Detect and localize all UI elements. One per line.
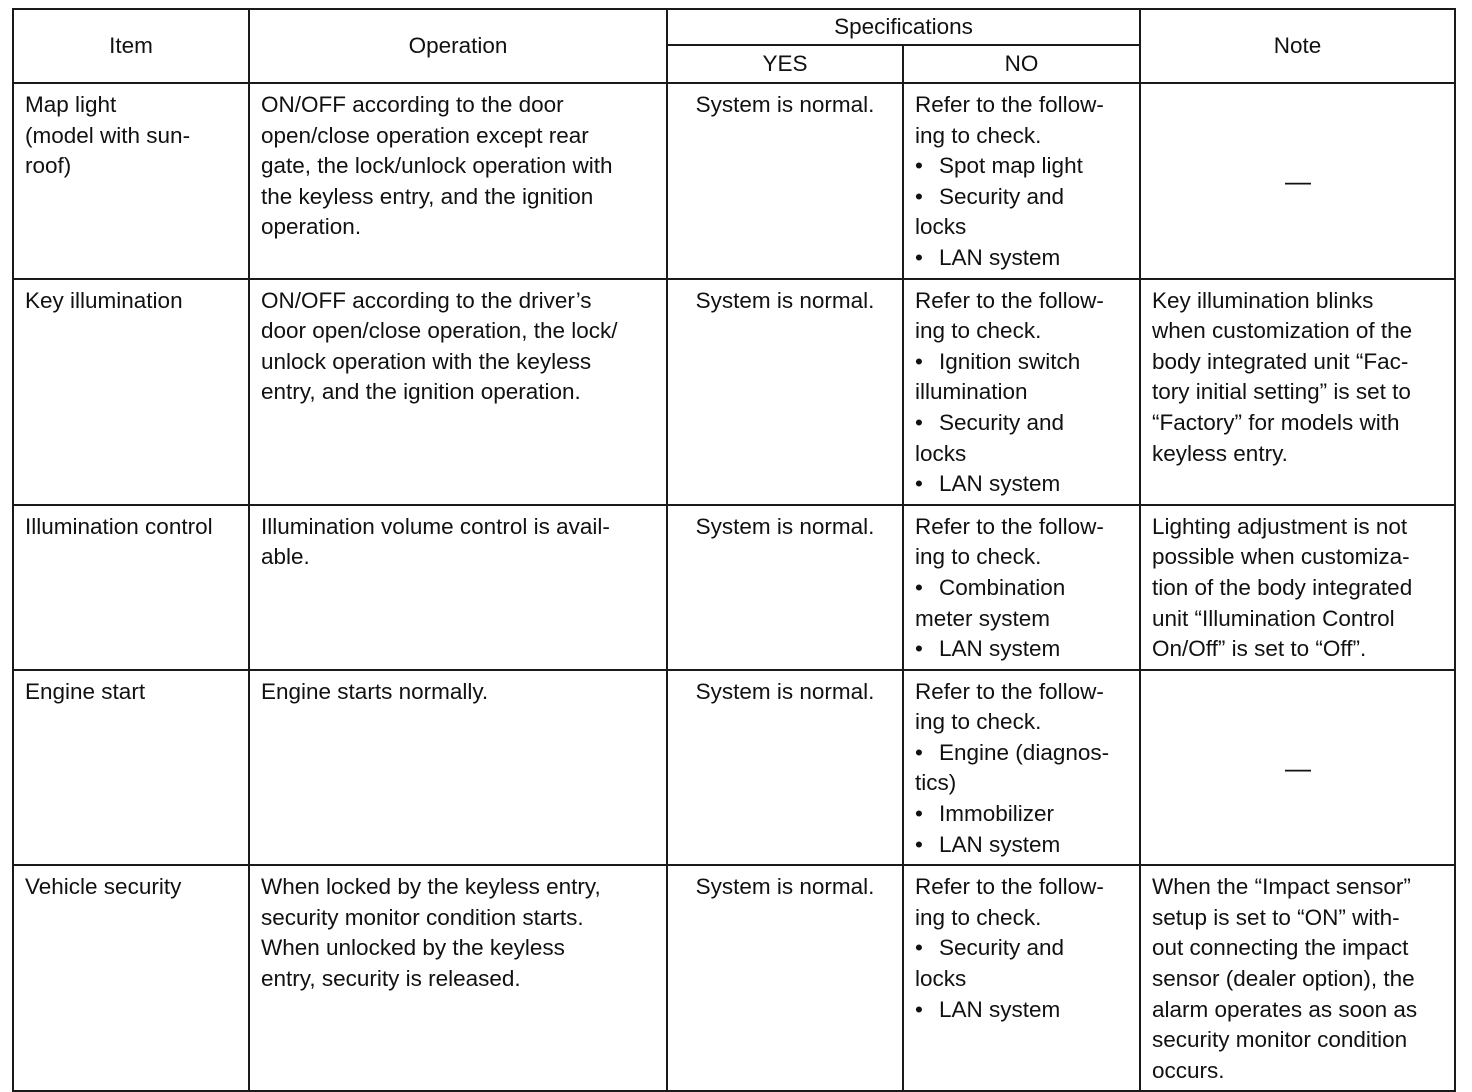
- operation-line: operation.: [261, 214, 362, 240]
- operation-line: the keyless entry, and the ignition: [261, 183, 594, 209]
- no-intro-line: Refer to the follow-: [915, 92, 1104, 117]
- bullet-dot: •: [915, 409, 923, 435]
- bullet-dot: •: [915, 183, 923, 209]
- header-no: NO: [903, 45, 1140, 83]
- operation-line: security monitor condition starts.: [261, 904, 584, 930]
- cell-no: [903, 865, 1140, 1091]
- check-bullet-item: • Security and: [915, 933, 1129, 964]
- bullet-dot: •: [915, 153, 923, 179]
- no-intro-line: ing to check.: [915, 709, 1042, 735]
- cell-operation: [249, 505, 667, 670]
- cell-note: [1140, 279, 1455, 505]
- note-line: alarm operates as soon as: [1152, 996, 1418, 1022]
- check-bullet-item: • LAN system: [915, 243, 1129, 274]
- no-intro-line: Refer to the follow-: [915, 287, 1104, 313]
- note-line: Key illumination blinks: [1152, 287, 1374, 313]
- check-bullet-item: locks: [915, 966, 967, 992]
- operation-line: ON/OFF according to the driver’s: [261, 287, 592, 313]
- specification-table: [12, 8, 1456, 1092]
- cell-operation: [249, 865, 667, 1091]
- operation-line: entry, and the ignition operation.: [261, 379, 581, 405]
- no-intro-line: ing to check.: [915, 122, 1042, 148]
- no-intro-line: ing to check.: [915, 544, 1042, 570]
- cell-yes: System is normal.: [667, 670, 903, 866]
- operation-line: When locked by the keyless entry,: [261, 874, 601, 900]
- check-bullet-item: • Security and: [915, 408, 1129, 439]
- bullet-dot: •: [915, 471, 923, 497]
- item-line: Engine start: [25, 678, 146, 704]
- bullet-dot: •: [915, 636, 923, 662]
- item-line: (model with sun-: [25, 122, 191, 148]
- note-line: “Factory” for models with: [1152, 409, 1400, 435]
- operation-line: entry, security is released.: [261, 966, 521, 992]
- check-bullet-item: illumination: [915, 379, 1028, 405]
- check-bullet-item: • LAN system: [915, 634, 1129, 665]
- table-row: [13, 279, 1455, 505]
- operation-line: gate, the lock/unlock operation with: [261, 153, 613, 179]
- item-line: Key illumination: [25, 287, 183, 313]
- note-line: out connecting the impact: [1152, 935, 1409, 961]
- no-intro-line: Refer to the follow-: [915, 513, 1104, 539]
- cell-no: [903, 279, 1140, 505]
- operation-line: Illumination volume control is avail-: [261, 513, 610, 539]
- bullet-dot: •: [915, 244, 923, 270]
- cell-note: —: [1140, 670, 1455, 866]
- operation-line: unlock operation with the keyless: [261, 348, 592, 374]
- cell-note: —: [1140, 83, 1455, 279]
- cell-item: [13, 83, 249, 279]
- item-line: Vehicle security: [25, 874, 182, 900]
- check-bullet-item: meter system: [915, 605, 1051, 631]
- check-bullet-item: • LAN system: [915, 995, 1129, 1026]
- no-intro-line: Refer to the follow-: [915, 678, 1104, 704]
- note-line: sensor (dealer option), the: [1152, 966, 1415, 992]
- cell-operation: [249, 83, 667, 279]
- note-line: possible when customiza-: [1152, 544, 1410, 570]
- header-yes: YES: [667, 45, 903, 83]
- bullet-dot: •: [915, 996, 923, 1022]
- cell-no: [903, 505, 1140, 670]
- check-bullet-item: • Security and: [915, 182, 1129, 213]
- operation-line: open/close operation except rear: [261, 122, 589, 148]
- note-line: unit “Illumination Control: [1152, 605, 1395, 631]
- check-bullet-item: • Immobilizer: [915, 799, 1129, 830]
- table-row: [13, 865, 1455, 1091]
- note-line: security monitor condition: [1152, 1027, 1408, 1053]
- check-bullet-item: • Combination: [915, 573, 1129, 604]
- header-item: Item: [13, 9, 249, 83]
- note-line: setup is set to “ON” with-: [1152, 904, 1400, 930]
- check-bullet-item: • Spot map light: [915, 151, 1129, 182]
- note-line: When the “Impact sensor”: [1152, 874, 1411, 900]
- check-bullet-item: • LAN system: [915, 830, 1129, 861]
- item-line: Illumination control: [25, 513, 213, 539]
- cell-note: [1140, 505, 1455, 670]
- note-line: tion of the body integrated: [1152, 574, 1413, 600]
- bullet-dot: •: [915, 935, 923, 961]
- cell-no: [903, 83, 1140, 279]
- check-bullet-item: • Ignition switch: [915, 347, 1129, 378]
- bullet-dot: •: [915, 801, 923, 827]
- table-row: [13, 505, 1455, 670]
- note-line: tory initial setting” is set to: [1152, 379, 1411, 405]
- operation-line: ON/OFF according to the door: [261, 92, 564, 117]
- note-line: keyless entry.: [1152, 440, 1288, 466]
- cell-item: [13, 279, 249, 505]
- cell-operation: [249, 670, 667, 866]
- table-row: [13, 670, 1455, 866]
- cell-operation: [249, 279, 667, 505]
- bullet-dot: •: [915, 348, 923, 374]
- table-header: [13, 9, 1455, 83]
- table-body: [13, 83, 1455, 1091]
- check-bullet-item: locks: [915, 440, 967, 466]
- bullet-dot: •: [915, 574, 923, 600]
- cell-item: [13, 865, 249, 1091]
- no-intro-line: Refer to the follow-: [915, 874, 1104, 900]
- no-intro-line: ing to check.: [915, 318, 1042, 344]
- cell-note: [1140, 865, 1455, 1091]
- check-bullet-item: locks: [915, 214, 967, 240]
- cell-yes: System is normal.: [667, 279, 903, 505]
- check-bullet-item: tics): [915, 770, 957, 796]
- table-row: [13, 83, 1455, 279]
- header-note: Note: [1140, 9, 1455, 83]
- operation-line: When unlocked by the keyless: [261, 935, 565, 961]
- note-line: when customization of the: [1152, 318, 1413, 344]
- check-bullet-item: • LAN system: [915, 469, 1129, 500]
- operation-line: able.: [261, 544, 310, 570]
- header-specifications: Specifications: [667, 9, 1140, 45]
- cell-item: [13, 670, 249, 866]
- no-intro-line: ing to check.: [915, 904, 1042, 930]
- check-bullet-item: • Engine (diagnos-: [915, 738, 1129, 769]
- bullet-dot: •: [915, 831, 923, 857]
- note-line: Lighting adjustment is not: [1152, 513, 1408, 539]
- operation-line: Engine starts normally.: [261, 678, 489, 704]
- cell-yes: System is normal.: [667, 865, 903, 1091]
- note-line: On/Off” is set to “Off”.: [1152, 636, 1367, 662]
- note-line: body integrated unit “Fac-: [1152, 348, 1409, 374]
- bullet-dot: •: [915, 739, 923, 765]
- cell-no: [903, 670, 1140, 866]
- header-operation: Operation: [249, 9, 667, 83]
- item-line: Map light: [25, 92, 117, 117]
- cell-yes: System is normal.: [667, 83, 903, 279]
- note-line: occurs.: [1152, 1057, 1225, 1083]
- item-line: roof): [25, 153, 72, 179]
- operation-line: door open/close operation, the lock/: [261, 318, 618, 344]
- cell-item: [13, 505, 249, 670]
- cell-yes: System is normal.: [667, 505, 903, 670]
